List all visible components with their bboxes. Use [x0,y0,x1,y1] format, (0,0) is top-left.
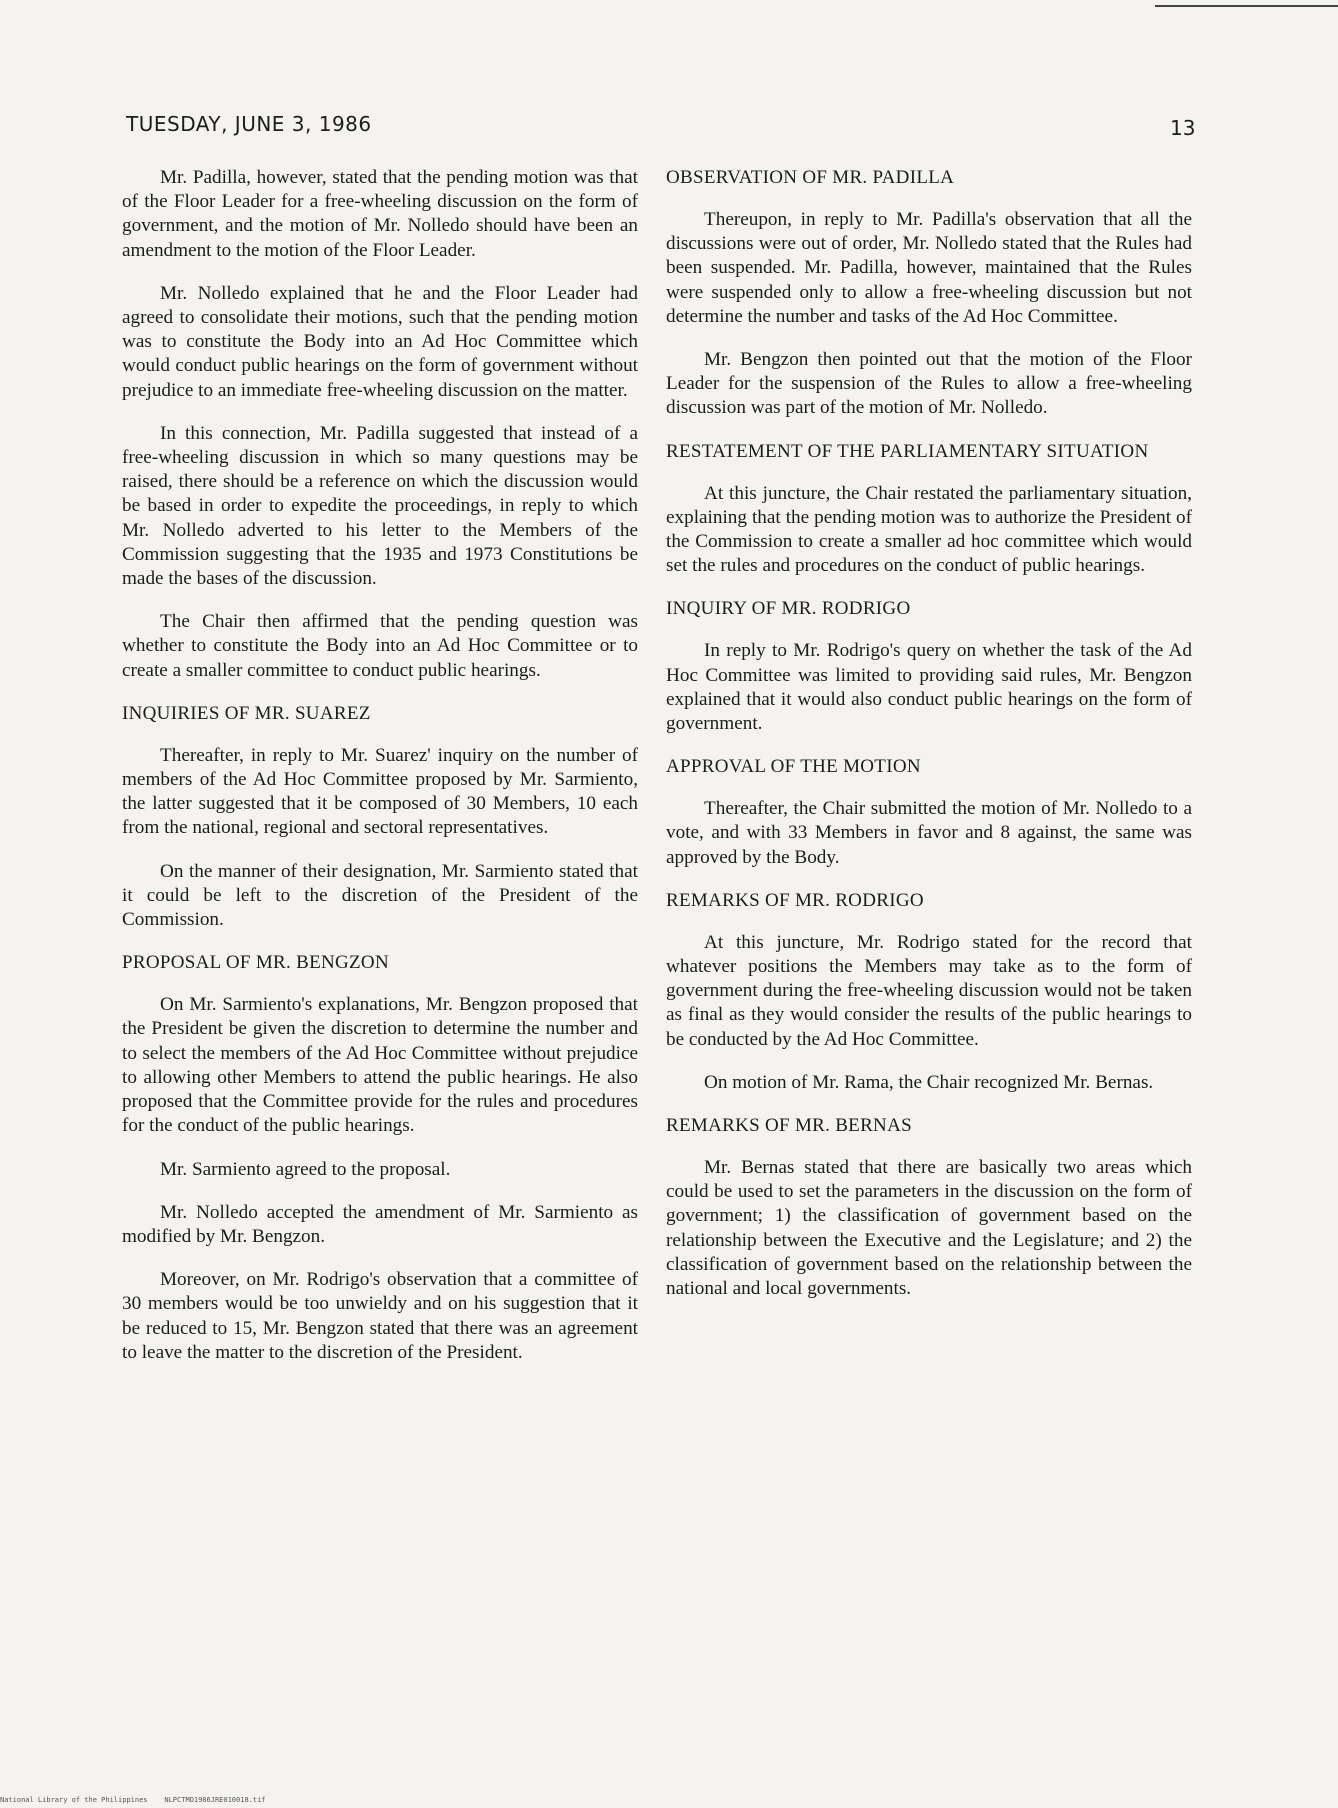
paragraph: Mr. Padilla, however, stated that the pending motion was that of the Floor Leader for a free-wheeling discussion on the form of government, and the motion of Mr. Nolledo should have been an amendment to the motion of the Floor Leader. [122,167,638,261]
library-credit: National Library of the Philippines [0,1796,148,1804]
section-heading: OBSERVATION OF MR. PADILLA [666,167,955,188]
right-column [666,166,1192,1320]
section-heading: INQUIRY OF MR. RODRIGO [666,598,911,620]
left-column [122,166,638,1384]
file-id: NLPCTMO1986JRE010018.tif [164,1796,266,1804]
paragraph: On motion of Mr. Rama, the Chair recognized Mr. Bernas. [704,1071,1154,1093]
scan-footer [0,1796,266,1804]
paragraph: Mr. Bengzon then pointed out that the motion of the Floor Leader for the suspension of the Rules to allow a free-wheeling discussion was part of the motion of Mr. Nolledo. [666,349,1192,419]
paragraph: Thereafter, the Chair submitted the motion of Mr. Nolledo to a vote, and with 33 Members in favor and 8 against, the same was approved by the Body. [666,798,1192,868]
section-heading: APPROVAL OF THE MOTION [666,756,921,778]
paragraph: In this connection, Mr. Padilla suggested that instead of a free-wheeling discussion in which so many questions may be raised, there should be a reference on which the discussion would be based in order to expedite the proceedings, in reply to which Mr. Nolledo adverted to his letter to the Members of the Commission suggesting that the 1935 and 1973 Constitutions be made the bases of the discussion. [122,422,638,590]
paragraph: Mr. Bernas stated that there are basically two areas which could be used to set the parameters in the discussion on the form of government; 1) the classification of government based on the relationship between the Executive and the Legislature; and 2) the classification of government based on the relationship between the national and local governments. [666,1157,1192,1300]
paragraph: Thereafter, in reply to Mr. Suarez' inquiry on the number of members of the Ad Hoc Committee proposed by Mr. Sarmiento, the latter suggested that it be composed of 30 Members, 10 each from the national, regional and sectoral representatives. [122,744,638,839]
paragraph: Thereupon, in reply to Mr. Padilla's observation that all the discussions were out of order, Mr. Nolledo stated that the Rules had been suspended. Mr. Padilla, however, maintained that the Rules were suspended only to allow a free-wheeling discussion but not determine the number and tasks of the Ad Hoc Committee. [666,209,1192,327]
paragraph: Mr. Nolledo explained that he and the Floor Leader had agreed to consolidate their motions, such that the pending motion was to constitute the Body into an Ad Hoc Committee which would conduct public hearings on the form of government without prejudice to an immediate free-wheeling discussion on the matter. [122,282,638,401]
paragraph: Mr. Nolledo accepted the amendment of Mr. Sarmiento as modified by Mr. Bengzon. [122,1201,638,1247]
section-heading: RESTATEMENT OF THE PARLIAMENTARY SITUATION [666,440,1149,462]
section-heading: INQUIRIES OF MR. SUAREZ [122,702,371,724]
paragraph: On Mr. Sarmiento's explanations, Mr. Bengzon proposed that the President be given the discretion to determine the number and to select the members of the Ad Hoc Committee without prejudice to allowing other Members to attend the public hearings. He also proposed that the Committee provide for the rules and procedures for the conduct of the public hearings. [122,994,638,1137]
paragraph: At this juncture, Mr. Rodrigo stated for the record that whatever positions the Members may take as to the form of government during the free-wheeling discussion would not be taken as final as they would consider the results of the public hearings to be conducted by the Ad Hoc Committee. [666,931,1192,1050]
paragraph: In reply to Mr. Rodrigo's query on whether the task of the Ad Hoc Committee was limited to providing said rules, Mr. Bengzon explained that it would also conduct public hearings on the form of government. [666,640,1192,735]
section-heading: PROPOSAL OF MR. BENGZON [122,952,389,974]
paragraph: The Chair then affirmed that the pending question was whether to constitute the Body into an Ad Hoc Committee or to create a smaller committee to conduct public hearings. [122,611,638,681]
page-number: 13 [1170,116,1196,140]
section-heading: REMARKS OF MR. BERNAS [666,1115,912,1137]
page-date: TUESDAY, JUNE 3, 1986 [126,112,372,136]
paragraph: On the manner of their designation, Mr. Sarmiento stated that it could be left to the discretion of the President of the Commission. [122,860,638,931]
paragraph: At this juncture, the Chair restated the parliamentary situation, explaining that the pending motion was to authorize the President of the Commission to create a smaller ad hoc committee which would set the rules and procedures on the conduct of public hearings. [666,482,1192,577]
top-rule [1155,5,1338,7]
paragraph: Moreover, on Mr. Rodrigo's observation that a committee of 30 members would be too unwieldy and on his suggestion that it be reduced to 15, Mr. Bengzon stated that there was an agreement to leave the matter to the discretion of the President. [122,1269,638,1363]
section-heading: REMARKS OF MR. RODRIGO [666,889,924,911]
paragraph: Mr. Sarmiento agreed to the proposal. [160,1158,451,1180]
